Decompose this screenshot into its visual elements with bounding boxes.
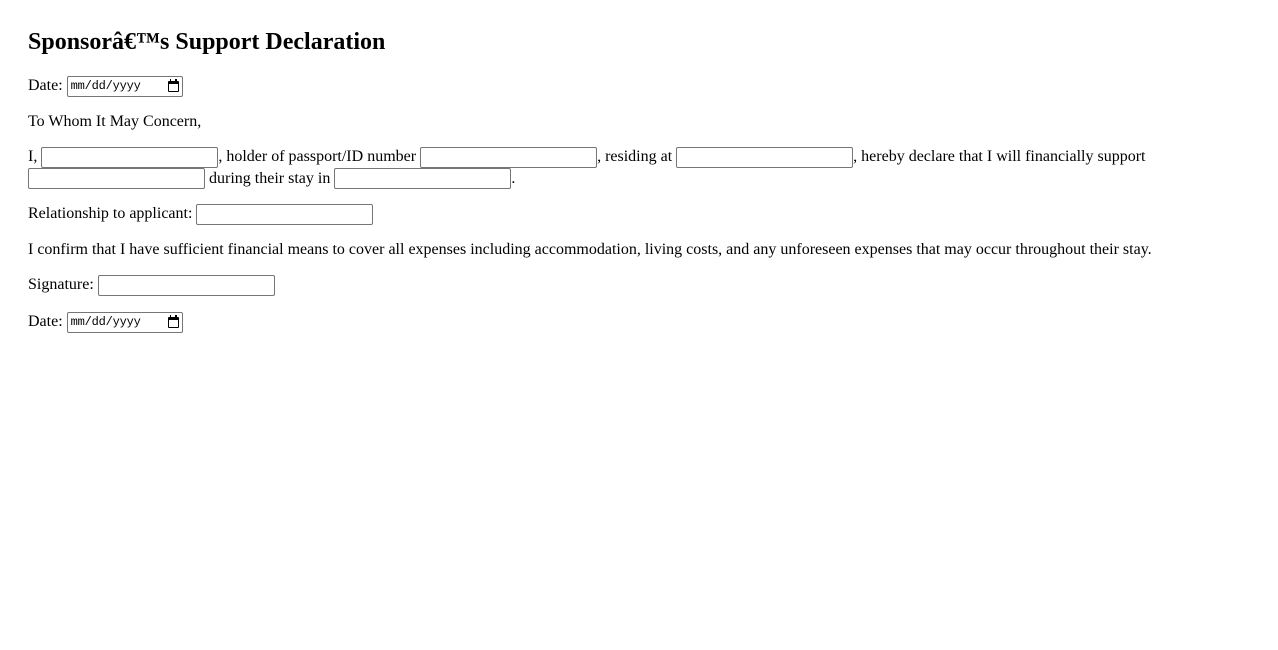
date-placeholder-bottom: mm/dd/yyyy <box>70 314 141 329</box>
declaration-paragraph <box>28 146 1218 190</box>
page-title: Sponsorâ€™s Support Declaration <box>28 29 386 55</box>
declaration-text-2: , holder of passport/ID number <box>218 147 417 165</box>
signature-input[interactable] <box>98 275 275 296</box>
date-row-bottom <box>28 311 1250 333</box>
relationship-row <box>28 203 1250 225</box>
declaration-text-6: . <box>511 169 516 187</box>
address-input[interactable] <box>676 147 853 168</box>
relationship-label: Relationship to applicant: <box>28 205 193 223</box>
date-row-top <box>28 75 1250 97</box>
calendar-icon[interactable] <box>168 81 179 92</box>
declaration-text-5: during their stay in <box>209 169 331 187</box>
signature-row <box>28 274 1250 296</box>
date-placeholder: mm/dd/yyyy <box>70 78 141 93</box>
sponsor-name-input[interactable] <box>41 147 218 168</box>
declaration-text-4: , hereby declare that I will financially support <box>853 147 1146 165</box>
passport-id-input[interactable] <box>420 147 597 168</box>
destination-input[interactable] <box>334 168 511 189</box>
date-label: Date: <box>28 77 63 94</box>
signature-label: Signature: <box>28 276 94 294</box>
date-input-bottom[interactable] <box>67 312 183 333</box>
relationship-input[interactable] <box>196 204 373 225</box>
applicant-name-input[interactable] <box>28 168 205 189</box>
date-input-top[interactable] <box>67 76 183 97</box>
declaration-text-1: I, <box>28 147 38 165</box>
declaration-text-3: , residing at <box>597 147 673 165</box>
greeting: To Whom It May Concern, <box>28 112 202 130</box>
calendar-icon[interactable] <box>168 317 179 328</box>
confirmation-text: I confirm that I have sufficient financial means to cover all expenses including accommodation, living costs, and any unforeseen expenses that may occur throughout their stay. <box>28 241 1152 259</box>
date-label-bottom: Date: <box>28 313 63 331</box>
